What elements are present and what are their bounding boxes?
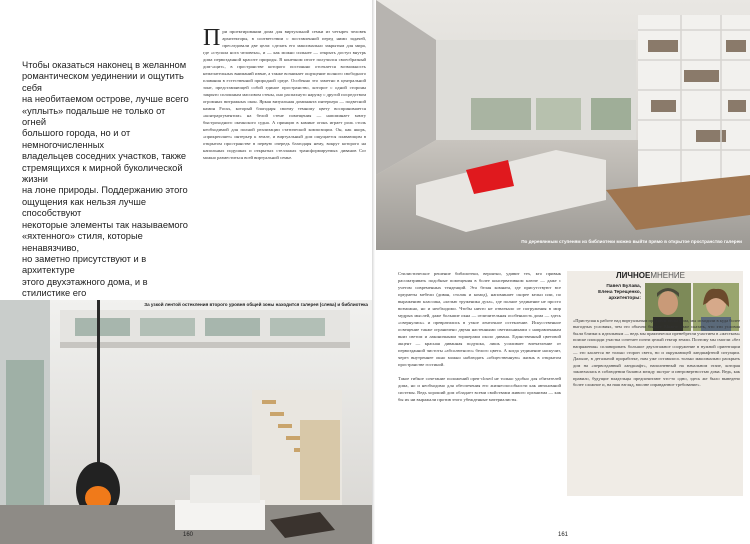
sidebar-quote: «Приступая к работе над виртуальным проектом этого дома, мы исходили в куда более выгодных условиях, чем это обычно бывает. Можно даже сказать, что эти условия были близки к идеальным — ведь мы практически пренебрегли участием в «жестком» поиске площади участка сочетает почти целый гектар земли. Поэтому мы смогли «без напряжения» спланировать большое двухэтажное сооружение в нужной ориентации — это касается не только сторон света, но и окружающей ландшафтной ситуации. Дальше, в детальной проработке, нам уже оставалось только максимально раскрыть дом на «первозданный ландшафт», наполненный на начальном этапе, которая заключалась в соблюдении баланса между экстра- и интровертностью дома. Ведь, как правило, будущие владельцы предпочитают что-то одно, здесь же было выведено более сложное и, на наш взгляд, вполне оправданное требование». bbox=[573, 318, 740, 388]
page-number-right: 161 bbox=[558, 532, 569, 538]
article-body-left bbox=[203, 25, 366, 161]
intro-paragraph: Чтобы оказаться наконец в желанном романтическом уединении и ощутить себя на необитаемом острове, лучше всего «уплыть» подальше не только от огней большого города, но и от немногочисленных владельцев соседних участков, также стремящихся к мирной буколической жизни на лоне природы. Поддержанию этого ощущения как нельзя лучше способствуют некоторые элементы так называемого «яхтенного» стиля, которые ненавязчиво, но заметно присутствуют и в архитектуре этого двухэтажного дома, и в стилистике его bbox=[22, 60, 189, 299]
sidebar-title bbox=[616, 271, 685, 280]
living-room-photo-caption: За узкой лентой остекления второго уровня общей зоны находится галерея (слева) и библиотека bbox=[144, 302, 368, 307]
article-body-right: Стилистическое решение библиотеки, вероятно, удивит тех, кто привык рассматривать подобные помещения в более консервативном ключе — даже с учетом современных тенденций. Эта белая комната, где присутствуют все предметы мебели (диван, столик и комод), напоминает скорее кельи или, по выражению классика, «келью труженика духа», где полное уединение не просто возможно, но и необходимо. Чтобы ничто не отвлекало от погружения в мир мудрых мыслей, даже большие окна — отличительная особенность дома — здесь «свернулись» и превратились в узкое ленточное остекление. Искусственное освещение также ограничено двумя настенными светильниками с направленным вниз светом и лаконичными торшерами около дивана. Единственный цветовой акцент — красная диванная подушка, лишь усиливает впечатление от первозданной чистоты «абсолютного» белого цвета. А когда уединение наскучит, через внутреннее окно можно наблюдать «общественную» жизнь в открытом пространстве гостиной. Такое гибкое сочетание положений open-closed не только удобно для обитателей дома, но и необходимо для обеспечения его жизнеспособности как автономной системы. Ведь хороший дом обладает всеми свойствами живого организма — как бы их ни выражали против этого убежденные материалисты. bbox=[398, 271, 561, 402]
page-number-left: 160 bbox=[183, 532, 194, 538]
sidebar-title-bold: ЛИЧНОЕ bbox=[616, 271, 651, 280]
page-gutter bbox=[372, 0, 375, 544]
article-body-text: ри проектировании дома для виртуальной семьи из четырех человек архитекторы, в соответствии с поставленной перед ними задачей, преследовали две цели: сделать его максимально закрытым для мира, где «ступала нога человека», и — как можно сильнее — открыть доступ внутрь дома первозданной красоте природы. В конечном итоге получился своеобразный дом-«щит», в пространстве которого постоянно отсекается возможность нежелательных вниманий извне, а также возникает ощущение полного свободного плавания в естественной природной среде. Особенно это заметно в центральной зоне, представляющей собой единое пространство, которое с одной стороны закрыто сплошным массивом стены, оно распахнуто наружу с другой посредством огромных витражных окон. Яркая визуальная доминанта интерьера — подвесной камин Focus, который благодаря своему темному цвету воспринимается «контраргументом» на белой стене помещения — напоминает мачту быстроходного океанского судна. А принцип в камине огонь играет роль столь необходимой для полной реализации статической композиции. Он, как якорь, «прикрепляет» интерьер к земле, и виртуальный дом ощущается плавающим в открытом пространстве в первую очередь благодаря нему, вокруг которого на напольных подушках и открытых стеллажах трансформируемых диванов Cor можно разместиться всей виртуальной семье. bbox=[203, 29, 366, 160]
library-photo-caption: По деревянным ступеням из библиотеки можно выйти прямо в открытое пространство галереи bbox=[521, 239, 742, 244]
sidebar-authors: Павел Булава, Елена Терещенко, архитекторы: bbox=[598, 284, 641, 301]
sidebar-title-light: МНЕНИЕ bbox=[650, 271, 685, 280]
dropcap: П bbox=[203, 25, 221, 51]
living-room-photo bbox=[0, 300, 372, 544]
library-photo bbox=[376, 0, 750, 250]
